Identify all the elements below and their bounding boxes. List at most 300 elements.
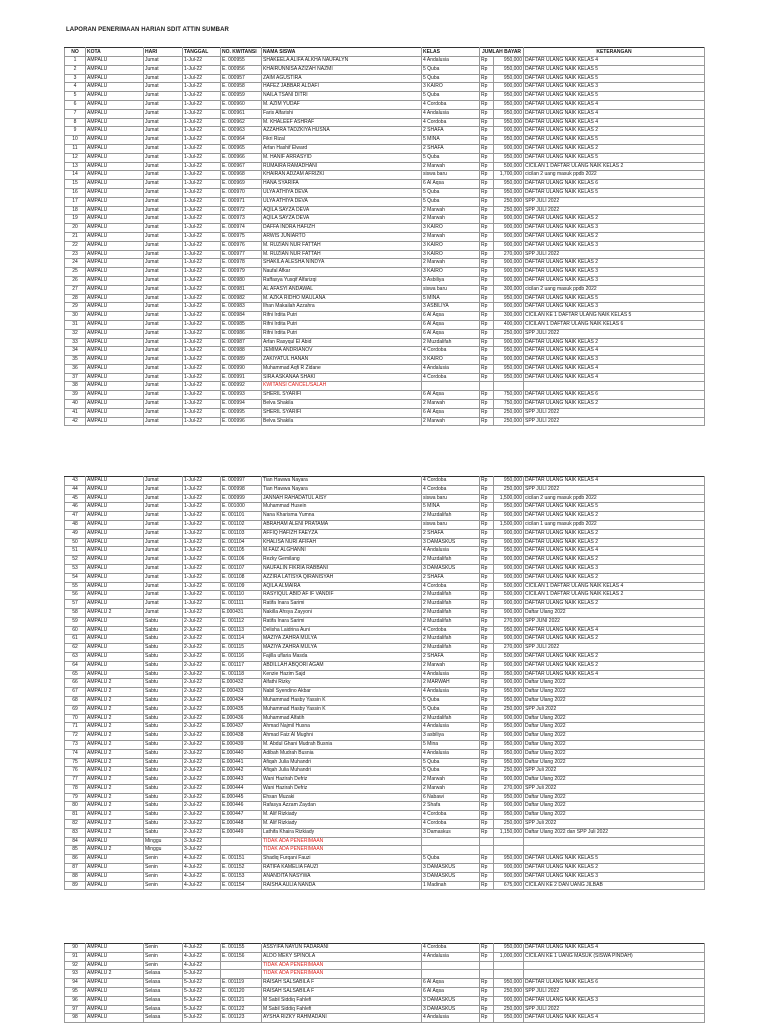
cell-kota: AMPALU 2 — [86, 732, 144, 741]
cell-rp: Rp — [480, 758, 494, 767]
cell-rp: Rp — [480, 1005, 494, 1014]
cell-jumlah: 900,000 — [494, 635, 524, 644]
cell-kota: AMPALU — [86, 529, 144, 538]
cell-nama-siswa: Afiqah Julia Muhandri — [262, 767, 422, 776]
cell-kota: AMPALU 2 — [86, 679, 144, 688]
cell-hari: Jumat — [144, 312, 183, 321]
cell-nama-siswa: Raffasya Yusqif Alfarizqi — [262, 276, 422, 285]
cell-tanggal: 1-Jul-22 — [183, 232, 221, 241]
cell-hari: Sabtu — [144, 820, 183, 829]
cell-rp: Rp — [480, 952, 494, 961]
cell-tanggal: 1-Jul-22 — [183, 608, 221, 617]
table-row — [65, 864, 705, 873]
cell-kota: AMPALU — [86, 400, 144, 409]
cell-kwitansi: E. 000977 — [221, 250, 262, 259]
cell-kwitansi: E. 000989 — [221, 356, 262, 365]
cell-jumlah: 900,000 — [494, 83, 524, 92]
cell-no: 42 — [65, 417, 86, 426]
table-row — [65, 312, 705, 321]
cell-no: 57 — [65, 600, 86, 609]
cell-kelas: 2 Shafa — [422, 802, 480, 811]
cell-hari: Jumat — [144, 215, 183, 224]
cell-tanggal: 2-Jul-22 — [183, 688, 221, 697]
cell-kota: AMPALU — [86, 347, 144, 356]
cell-jumlah: 750,000 — [494, 391, 524, 400]
cell-tanggal: 4-Jul-22 — [183, 855, 221, 864]
cell-nama-siswa: Shadiq Furqani Fauzi — [262, 855, 422, 864]
cell-hari: Jumat — [144, 400, 183, 409]
payment-table-section-2 — [64, 476, 705, 890]
cell-hari: Jumat — [144, 259, 183, 268]
cell-tanggal: 1-Jul-22 — [183, 206, 221, 215]
cell-kota: AMPALU — [86, 83, 144, 92]
cell-tanggal: 5-Jul-22 — [183, 979, 221, 988]
cell-jumlah: 900,000 — [494, 303, 524, 312]
cell-no: 20 — [65, 224, 86, 233]
cell-tanggal: 1-Jul-22 — [183, 312, 221, 321]
cell-jumlah: 900,000 — [494, 529, 524, 538]
cell-no: 75 — [65, 758, 86, 767]
cell-rp: Rp — [480, 65, 494, 74]
table-row — [65, 767, 705, 776]
cell-kota: AMPALU — [86, 652, 144, 661]
cell-kota: AMPALU 2 — [86, 696, 144, 705]
cell-rp: Rp — [480, 259, 494, 268]
table-row — [65, 591, 705, 600]
cell-hari: Selasa — [144, 979, 183, 988]
cell-kwitansi: E. 001000 — [221, 503, 262, 512]
cell-kelas: siswa baru — [422, 171, 480, 180]
cell-tanggal: 1-Jul-22 — [183, 171, 221, 180]
cell-keterangan: Daftar Ulang 2022 — [524, 776, 705, 785]
cell-jumlah: 950,000 — [494, 65, 524, 74]
cell-hari: Jumat — [144, 591, 183, 600]
cell-kwitansi: E. 001114 — [221, 635, 262, 644]
cell-keterangan: DAFTAR ULANG NAIK KELAS 4 — [524, 1014, 705, 1023]
cell-rp: Rp — [480, 670, 494, 679]
cell-rp: Rp — [480, 828, 494, 837]
cell-kota: AMPALU — [86, 197, 144, 206]
table-row — [65, 872, 705, 881]
cell-hari: Jumat — [144, 100, 183, 109]
cell-kelas: 3 DAMASKUS — [422, 872, 480, 881]
cell-tanggal: 5-Jul-22 — [183, 1014, 221, 1023]
cell-hari: Senin — [144, 961, 183, 970]
cell-kwitansi: E. 000983 — [221, 303, 262, 312]
cell-kelas: 3 Damaskus — [422, 828, 480, 837]
table-row — [65, 820, 705, 829]
cell-rp: Rp — [480, 529, 494, 538]
table-row — [65, 811, 705, 820]
cell-rp: Rp — [480, 600, 494, 609]
cell-kwitansi: E.000440 — [221, 749, 262, 758]
cell-tanggal: 1-Jul-22 — [183, 547, 221, 556]
cell-keterangan: Daftar Ulang 2022 — [524, 696, 705, 705]
cell-kwitansi: E. 000978 — [221, 259, 262, 268]
table-row — [65, 136, 705, 145]
cell-nama-siswa: Muhammad Hasby Yassin K — [262, 696, 422, 705]
cell-rp: Rp — [480, 74, 494, 83]
cell-jumlah: 900,000 — [494, 144, 524, 153]
cell-kwitansi: E.000436 — [221, 714, 262, 723]
cell-kwitansi — [221, 970, 262, 979]
cell-tanggal: 1-Jul-22 — [183, 573, 221, 582]
table-row — [65, 784, 705, 793]
table-row — [65, 979, 705, 988]
cell-kota: AMPALU — [86, 188, 144, 197]
cell-keterangan: DAFTAR ULANG NAIK KELAS 3 — [524, 276, 705, 285]
cell-keterangan: SPP JUNI 2022 — [524, 617, 705, 626]
cell-kelas: 6 Nabawi — [422, 793, 480, 802]
cell-kwitansi: E. 001116 — [221, 652, 262, 661]
cell-tanggal: 1-Jul-22 — [183, 303, 221, 312]
cell-kwitansi: E. 001153 — [221, 872, 262, 881]
cell-kwitansi: E. 001109 — [221, 582, 262, 591]
cell-nama-siswa: KWITANSI CANCEL/SALAH — [262, 382, 422, 391]
cell-rp: Rp — [480, 347, 494, 356]
table-row — [65, 626, 705, 635]
table-row — [65, 373, 705, 382]
cell-no: 59 — [65, 617, 86, 626]
cell-kota: AMPALU — [86, 338, 144, 347]
cell-kota: AMPALU — [86, 391, 144, 400]
cell-keterangan: Daftar Ulang 2022 — [524, 811, 705, 820]
cell-rp: Rp — [480, 250, 494, 259]
cell-no: 46 — [65, 503, 86, 512]
cell-nama-siswa: TIDAK ADA PENERIMAAN — [262, 846, 422, 855]
cell-nama-siswa: SHAKILA ALESHA NINDYA — [262, 259, 422, 268]
cell-kwitansi: E. 000993 — [221, 391, 262, 400]
cell-hari: Sabtu — [144, 644, 183, 653]
cell-rp: Rp — [480, 820, 494, 829]
cell-nama-siswa: M. Abdul Ghani Mudrah Busnia — [262, 740, 422, 749]
cell-keterangan: DAFTAR ULANG NAIK KELAS 3 — [524, 872, 705, 881]
cell-kelas: 4 Cordoba — [422, 118, 480, 127]
cell-keterangan: CICILAN 1 DAFTAR ULANG NAIK KELAS 6 — [524, 320, 705, 329]
cell-kwitansi: E. 000965 — [221, 144, 262, 153]
cell-no: 65 — [65, 670, 86, 679]
cell-tanggal: 1-Jul-22 — [183, 188, 221, 197]
cell-kota: AMPALU — [86, 215, 144, 224]
cell-hari: Sabtu — [144, 714, 183, 723]
cell-tanggal: 2-Jul-22 — [183, 732, 221, 741]
cell-kwitansi: E. 001104 — [221, 538, 262, 547]
cell-jumlah — [494, 961, 524, 970]
cell-jumlah: 250,000 — [494, 820, 524, 829]
cell-kota: AMPALU — [86, 92, 144, 101]
cell-kelas: 2 Muzdalifah — [422, 635, 480, 644]
table-row — [65, 153, 705, 162]
cell-nama-siswa: Adibah Mudrah Busnia — [262, 749, 422, 758]
cell-no: 69 — [65, 705, 86, 714]
cell-kwitansi: E.000443 — [221, 776, 262, 785]
cell-jumlah: 1,500,000 — [494, 520, 524, 529]
cell-tanggal: 1-Jul-22 — [183, 118, 221, 127]
cell-kota: AMPALU — [86, 162, 144, 171]
cell-tanggal: 2-Jul-22 — [183, 776, 221, 785]
cell-no: 14 — [65, 171, 86, 180]
cell-kota: AMPALU 2 — [86, 767, 144, 776]
cell-jumlah: 250,000 — [494, 485, 524, 494]
cell-kota: AMPALU 2 — [86, 784, 144, 793]
table-row — [65, 740, 705, 749]
cell-kota: AMPALU — [86, 987, 144, 996]
cell-hari: Sabtu — [144, 652, 183, 661]
cell-jumlah: 950,000 — [494, 670, 524, 679]
cell-rp: Rp — [480, 635, 494, 644]
cell-rp: Rp — [480, 784, 494, 793]
table-header-row — [65, 48, 705, 57]
cell-kwitansi: E. 000967 — [221, 162, 262, 171]
cell-keterangan: DAFTAR ULANG NAIK KELAS 5 — [524, 92, 705, 101]
cell-nama-siswa: Ahmad Faiz Al Mughni — [262, 732, 422, 741]
table-row — [65, 356, 705, 365]
cell-hari: Sabtu — [144, 749, 183, 758]
cell-keterangan: DAFTAR ULANG NAIK KELAS 4 — [524, 364, 705, 373]
cell-hari: Senin — [144, 872, 183, 881]
cell-jumlah: 900,000 — [494, 232, 524, 241]
cell-hari: Senin — [144, 944, 183, 953]
cell-rp: Rp — [480, 153, 494, 162]
cell-rp: Rp — [480, 652, 494, 661]
cell-tanggal: 4-Jul-22 — [183, 881, 221, 890]
cell-kelas: siswa baru — [422, 494, 480, 503]
cell-kota: AMPALU — [86, 864, 144, 873]
table-row — [65, 74, 705, 83]
cell-rp: Rp — [480, 591, 494, 600]
cell-rp: Rp — [480, 224, 494, 233]
cell-nama-siswa: M. HANIF ARRASYID — [262, 153, 422, 162]
cell-no: 12 — [65, 153, 86, 162]
cell-kelas: 4 Cordoba — [422, 626, 480, 635]
cell-kelas: 3 KAIRO — [422, 83, 480, 92]
cell-no: 39 — [65, 391, 86, 400]
cell-no: 94 — [65, 979, 86, 988]
cell-hari: Jumat — [144, 529, 183, 538]
cell-rp: Rp — [480, 364, 494, 373]
table-row — [65, 749, 705, 758]
cell-rp: Rp — [480, 162, 494, 171]
cell-jumlah: 950,000 — [494, 793, 524, 802]
cell-nama-siswa: Arfan Rasyqul El Abid — [262, 338, 422, 347]
cell-kota: AMPALU — [86, 626, 144, 635]
cell-kota: AMPALU — [86, 356, 144, 365]
cell-tanggal: 1-Jul-22 — [183, 417, 221, 426]
cell-no: 13 — [65, 162, 86, 171]
cell-no: 66 — [65, 679, 86, 688]
cell-rp — [480, 837, 494, 846]
cell-kota: AMPALU — [86, 364, 144, 373]
cell-no: 37 — [65, 373, 86, 382]
cell-nama-siswa: ULYA ATHIYA DEVA — [262, 188, 422, 197]
cell-hari: Sabtu — [144, 811, 183, 820]
cell-rp: Rp — [480, 57, 494, 66]
cell-keterangan: Daftar Ulang 2022 — [524, 679, 705, 688]
cell-kelas: 3 ASBILIYA — [422, 303, 480, 312]
cell-no: 52 — [65, 556, 86, 565]
cell-kota: AMPALU — [86, 259, 144, 268]
cell-kota: AMPALU 2 — [86, 776, 144, 785]
table-row — [65, 705, 705, 714]
cell-keterangan: CICILAN 1 DAFTAR ULANG NAIK KELAS 4 — [524, 582, 705, 591]
cell-jumlah: 900,000 — [494, 564, 524, 573]
cell-no: 54 — [65, 573, 86, 582]
cell-no: 68 — [65, 696, 86, 705]
table-row — [65, 635, 705, 644]
cell-hari: Jumat — [144, 564, 183, 573]
cell-tanggal: 2-Jul-22 — [183, 749, 221, 758]
cell-tanggal: 1-Jul-22 — [183, 268, 221, 277]
table-row — [65, 294, 705, 303]
cell-no: 19 — [65, 215, 86, 224]
cell-rp: Rp — [480, 864, 494, 873]
cell-kwitansi: E. 000985 — [221, 320, 262, 329]
cell-nama-siswa: M. RUZIAN NUR FATTAH — [262, 250, 422, 259]
cell-keterangan: DAFTAR ULANG NAIK KELAS 2 — [524, 573, 705, 582]
cell-keterangan: SPP JULI 2022 — [524, 408, 705, 417]
cell-keterangan: DAFTAR ULANG NAIK KELAS 5 — [524, 294, 705, 303]
cell-rp: Rp — [480, 644, 494, 653]
cell-no: 11 — [65, 144, 86, 153]
cell-nama-siswa: Delisha Laidrina Auni — [262, 626, 422, 635]
cell-nama-siswa: SHERIL SYARIFI — [262, 408, 422, 417]
cell-rp: Rp — [480, 294, 494, 303]
cell-kwitansi: E. 000956 — [221, 65, 262, 74]
cell-rp: Rp — [480, 626, 494, 635]
cell-kelas: 5 Quba — [422, 188, 480, 197]
cell-tanggal: 1-Jul-22 — [183, 400, 221, 409]
cell-rp: Rp — [480, 802, 494, 811]
cell-rp: Rp — [480, 144, 494, 153]
cell-tanggal: 2-Jul-22 — [183, 652, 221, 661]
cell-kwitansi: E. 001117 — [221, 661, 262, 670]
cell-keterangan: DAFTAR ULANG NAIK KELAS 2 — [524, 259, 705, 268]
cell-hari: Sabtu — [144, 626, 183, 635]
cell-kwitansi: E. 001118 — [221, 670, 262, 679]
cell-nama-siswa: Nakilla Ahsya Zayyoni — [262, 608, 422, 617]
cell-keterangan: DAFTAR ULANG NAIK KELAS 2 — [524, 400, 705, 409]
cell-tanggal: 1-Jul-22 — [183, 600, 221, 609]
cell-rp: Rp — [480, 944, 494, 953]
table-row — [65, 714, 705, 723]
cell-kelas: 5 Quba — [422, 153, 480, 162]
cell-rp: Rp — [480, 872, 494, 881]
cell-nama-siswa: NAILA TSANI DITRI — [262, 92, 422, 101]
cell-rp: Rp — [480, 312, 494, 321]
cell-jumlah: 950,000 — [494, 944, 524, 953]
cell-kwitansi: E.000442 — [221, 767, 262, 776]
col-header-kelas: KELAS — [422, 48, 480, 57]
cell-keterangan: Daftar Ulang 2022 — [524, 732, 705, 741]
cell-hari: Jumat — [144, 582, 183, 591]
cell-kota: AMPALU 2 — [86, 758, 144, 767]
cell-tanggal: 1-Jul-22 — [183, 92, 221, 101]
cell-jumlah: 950,000 — [494, 758, 524, 767]
cell-nama-siswa: TIDAK ADA PENERIMAAN — [262, 837, 422, 846]
cell-no: 34 — [65, 347, 86, 356]
cell-hari: Sabtu — [144, 670, 183, 679]
col-header-kwitansi: NO. KWITANSI — [221, 48, 262, 57]
cell-keterangan: DAFTAR ULANG NAIK KELAS 3 — [524, 356, 705, 365]
cell-kwitansi: E. 000957 — [221, 74, 262, 83]
cell-keterangan: CICILAN KE 2 DAN UANG JILBAB — [524, 881, 705, 890]
cell-no: 15 — [65, 180, 86, 189]
cell-kota: AMPALU — [86, 952, 144, 961]
cell-rp: Rp — [480, 696, 494, 705]
cell-nama-siswa: Afiqah Julia Muhandri — [262, 758, 422, 767]
cell-hari: Jumat — [144, 180, 183, 189]
cell-no: 67 — [65, 688, 86, 697]
cell-hari: Sabtu — [144, 661, 183, 670]
cell-nama-siswa: AQILA SAYZA DEVA — [262, 215, 422, 224]
cell-keterangan: DAFTAR ULANG NAIK KELAS 4 — [524, 57, 705, 66]
cell-kota: AMPALU — [86, 276, 144, 285]
cell-kwitansi: E. 000963 — [221, 127, 262, 136]
cell-jumlah: 675,000 — [494, 881, 524, 890]
cell-keterangan: DAFTAR ULANG NAIK KELAS 4 — [524, 670, 705, 679]
cell-keterangan: DAFTAR ULANG NAIK KELAS 6 — [524, 979, 705, 988]
cell-kelas: 4 Cordoba — [422, 820, 480, 829]
cell-rp: Rp — [480, 740, 494, 749]
cell-kelas: 3 KAIRO — [422, 356, 480, 365]
cell-kota: AMPALU — [86, 837, 144, 846]
cell-jumlah: 900,000 — [494, 127, 524, 136]
cell-tanggal: 1-Jul-22 — [183, 485, 221, 494]
cell-jumlah: 500,000 — [494, 582, 524, 591]
cell-keterangan: DAFTAR ULANG NAIK KELAS 2 — [524, 529, 705, 538]
cell-hari: Sabtu — [144, 758, 183, 767]
cell-kwitansi: E.000447 — [221, 811, 262, 820]
cell-hari: Jumat — [144, 65, 183, 74]
cell-jumlah: 250,000 — [494, 1005, 524, 1014]
cell-hari: Jumat — [144, 538, 183, 547]
cell-kwitansi: E. 001119 — [221, 979, 262, 988]
cell-keterangan: DAFTAR ULANG NAIK KELAS 4 — [524, 373, 705, 382]
cell-tanggal: 2-Jul-22 — [183, 793, 221, 802]
cell-jumlah: 950,000 — [494, 503, 524, 512]
cell-no: 10 — [65, 136, 86, 145]
cell-keterangan: CICILAN KE 1 UANG MASUK (SISWA PINDAH) — [524, 952, 705, 961]
cell-kota: AMPALU — [86, 485, 144, 494]
cell-tanggal: 2-Jul-22 — [183, 784, 221, 793]
cell-rp: Rp — [480, 180, 494, 189]
table-row — [65, 512, 705, 521]
cell-nama-siswa: Rifni Irdita Putri — [262, 312, 422, 321]
table-row — [65, 118, 705, 127]
cell-no: 27 — [65, 285, 86, 294]
cell-tanggal: 1-Jul-22 — [183, 285, 221, 294]
cell-no: 24 — [65, 259, 86, 268]
table-row — [65, 285, 705, 294]
table-row — [65, 961, 705, 970]
cell-rp: Rp — [480, 855, 494, 864]
cell-nama-siswa: Fajilla uflaria Masda — [262, 652, 422, 661]
cell-keterangan: SPP Juli 2022 — [524, 705, 705, 714]
cell-kelas: 4 Cordoba — [422, 582, 480, 591]
cell-no: 79 — [65, 793, 86, 802]
table-row — [65, 224, 705, 233]
cell-hari: Jumat — [144, 503, 183, 512]
table-row — [65, 846, 705, 855]
cell-jumlah: 1,000,000 — [494, 952, 524, 961]
cell-hari: Jumat — [144, 547, 183, 556]
cell-kelas: 4 Andalusia — [422, 688, 480, 697]
cell-no: 3 — [65, 74, 86, 83]
cell-kelas: 6 Al Aqsa — [422, 320, 480, 329]
cell-rp: Rp — [480, 811, 494, 820]
cell-kelas: 2 SHAFA — [422, 573, 480, 582]
cell-tanggal: 5-Jul-22 — [183, 987, 221, 996]
